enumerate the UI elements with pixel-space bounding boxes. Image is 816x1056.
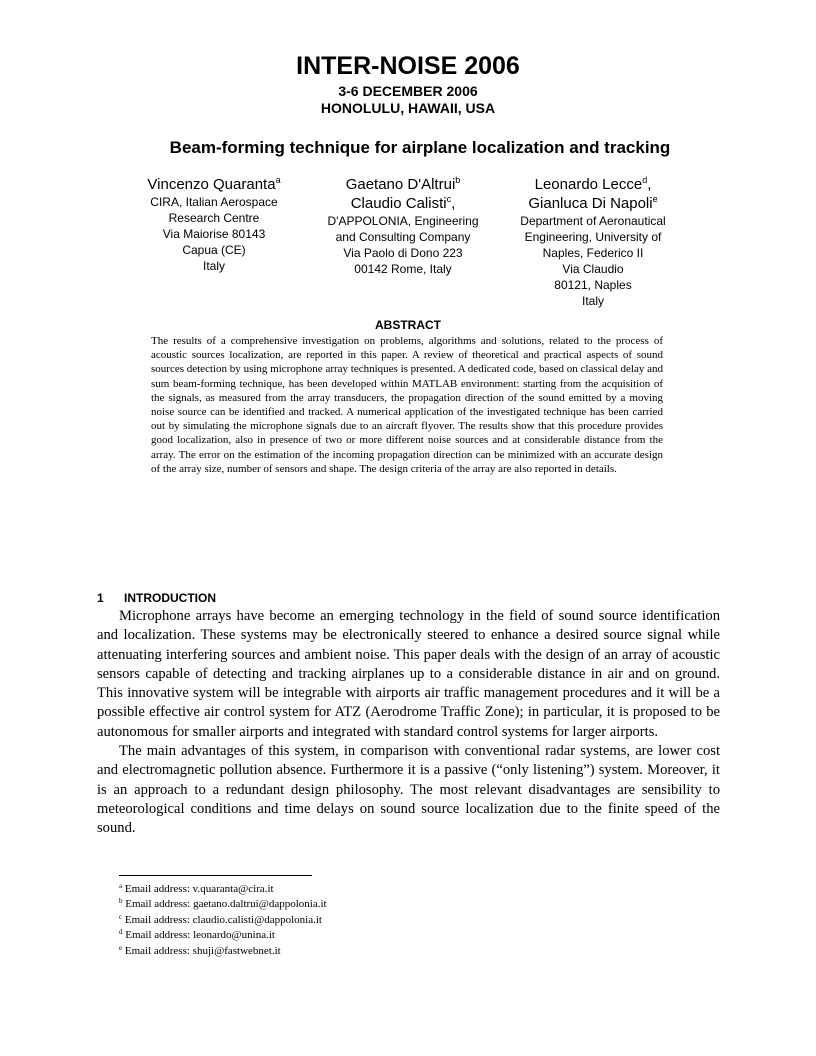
author-affiliation-line: Naples, Federico II <box>542 246 644 260</box>
body-paragraph: The main advantages of this system, in comparison with conventional radar systems, are lower cost and electromagnetic pollution absence. Furthermore it is a passive (“only listening”) system. Moreover, it is an approach to a redundant design philosophy. The most relevant disadvantages are sensibility to meteorological conditions and time delays on sound source localization due to the finite speed of the sound. <box>97 743 720 837</box>
author-name: Gaetano D'Altrui$^b$ <box>345 175 461 193</box>
conference-dates: 3-6 DECEMBER 2006 <box>338 83 478 99</box>
author-block-2 <box>310 175 496 277</box>
author-affiliation-line: Research Centre <box>168 211 260 225</box>
footnote: $^b$ Email address: gaetano.daltrui@dappolonia.it <box>119 897 327 911</box>
footnote: $^d$ Email address: leonardo@unina.it <box>119 928 275 942</box>
author-footnote-mark: c <box>446 194 452 204</box>
footnote-mark: e <box>119 943 123 952</box>
footnote: $^a$ Email address: v.quaranta@cira.it <box>119 882 274 895</box>
author-name: Leonardo Lecce$^d$, <box>534 175 652 193</box>
author-footnote-mark: a <box>275 175 281 185</box>
section-title: INTRODUCTION <box>124 591 216 605</box>
footnote: $^c$ Email address: claudio.calisti@dappolonia.it <box>119 912 322 926</box>
author-affiliation-line: 80121, Naples <box>554 278 632 292</box>
footnote-mark: a <box>119 882 123 890</box>
conference-title: INTER-NOISE 2006 <box>296 52 520 80</box>
footnotes <box>119 882 619 959</box>
section-heading <box>97 590 216 606</box>
author-affiliation-line: Engineering, University of <box>524 230 662 244</box>
section-body <box>97 607 720 839</box>
footnote-mark: c <box>119 912 123 921</box>
footnote-mark: d <box>119 928 123 937</box>
author-affiliation-line: Italy <box>202 259 225 273</box>
author-footnote-mark: b <box>455 175 461 185</box>
author-affiliation-line: CIRA, Italian Aerospace <box>150 195 278 209</box>
author-block-1 <box>140 175 288 274</box>
author-block-3 <box>500 175 686 309</box>
author-affiliation-line: Via Paolo di Dono 223 <box>343 246 463 260</box>
footnote-mark: b <box>119 897 123 906</box>
author-affiliation-line: Via Claudio <box>562 262 624 276</box>
body-paragraph: Microphone arrays have become an emerging technology in the field of sound source identification and localization. These systems may be electronically steered to enhance a desired source signal while attenuating interfering sources and ambient noise. This paper deals with the design of an array of acoustic sensors capable of detecting and tracking airplanes up to a considerable distance in air and on ground. This innovative system will be integrable with airports air traffic management procedures and it will be a possible effective air control system for ATZ (Aerodrome Traffic Zone); in particular, it is proposed to be autonomous for smaller airports and integrated with standard control systems for larger airports. <box>97 608 720 740</box>
author-name: Vincenzo Quaranta$^a$ <box>147 175 281 193</box>
author-affiliation-line: and Consulting Company <box>335 230 471 244</box>
conference-location: HONOLULU, HAWAII, USA <box>320 100 496 116</box>
footnote: $^e$ Email address: shuji@fastwebnet.it <box>119 943 281 957</box>
abstract-text: The results of a comprehensive investigation on problems, algorithms and solutions, related to the process of acoustic sources localization, are reported in this paper. A review of theoretical and practical aspects of sound sources detection by using microphone array techniques is presented. A dedicated code, based on classical delay and sum beam-forming technique, has been developed within MATLAB environment: starting from the acquisition of the signals, as measured from the array transducers, the propagation direction of the sound emitted by a moving noise source can be identified and tracked. A numerical application of the investigated technique has been carried out by simulating the microphone signals due to an aircraft flyover. The results show that this procedure provides good localization, also in presence of two or more different noise sources and at considerable distance from the array. The error on the estimation of the incoming propagation direction can be minimized with an accurate design of the array size, number of sensors and shape. The design criteria of the array are also reported in details. <box>151 335 663 475</box>
author-footnote-mark: e <box>652 194 658 204</box>
section-number: 1 <box>97 591 104 605</box>
author-name: Gianluca Di Napoli$^e$ <box>528 194 658 212</box>
footnote-rule <box>119 875 312 876</box>
author-affiliation-line: 00142 Rome, Italy <box>354 262 452 276</box>
author-affiliation-line: Italy <box>581 294 604 308</box>
author-name: Claudio Calisti$^c$, <box>350 194 456 212</box>
author-affiliation-line: Department of Aeronautical <box>520 214 666 228</box>
author-affiliation-line: Capua (CE) <box>182 243 246 257</box>
author-affiliation-line: D'APPOLONIA, Engineering <box>327 214 479 228</box>
paper-title: Beam-forming technique for airplane localization and tracking <box>169 138 671 157</box>
author-footnote-mark: d <box>642 175 648 185</box>
abstract-heading: ABSTRACT <box>375 318 441 332</box>
author-affiliation-line: Via Maiorise 80143 <box>162 227 266 241</box>
